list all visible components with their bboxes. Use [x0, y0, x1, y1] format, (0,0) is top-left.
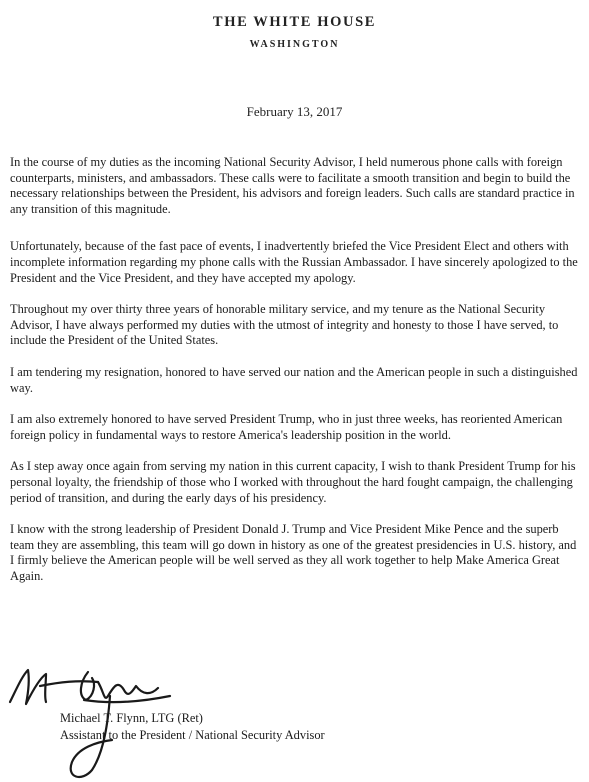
signer-title: Assistant to the President / National Security Advisor — [60, 728, 325, 742]
letterhead-subtitle: WASHINGTON — [249, 39, 340, 50]
paragraph-3: Throughout my over thirty three years of honorable military service, and my tenure as the National Security Advisor, I have always performed my duties with the utmost of integrity and honesty to those I have served, to include the President of the United States. — [10, 302, 559, 348]
paragraph-5: I am also extremely honored to have served President Trump, who in just three weeks, has reoriented American foreign policy in fundamental ways to restore America's leadership position in the world. — [10, 412, 563, 442]
letterhead — [0, 14, 589, 50]
paragraph-6: As I step away once again from serving my nation in this current capacity, I wish to thank President Trump for his personal loyalty, the friendship of those who I worked with throughout the hard fought campaign, the challenging period of transition, and during the early days of his presidency. — [10, 459, 576, 505]
letter-date: February 13, 2017 — [246, 104, 343, 119]
letterhead-title: THE WHITE HOUSE — [212, 14, 377, 30]
letter-body — [10, 155, 582, 600]
paragraph-1: In the course of my duties as the incoming National Security Advisor, I held numerous phone calls with foreign counterparts, ministers, and ambassadors. These calls were to facilitate a smooth transition and begin to build the necessary relationships between the President, his advisors and foreign leaders. Such calls are standard practice in any transition of this magnitude. — [10, 155, 575, 216]
paragraph-2: Unfortunately, because of the fast pace of events, I inadvertently briefed the Vice President Elect and others with incomplete information regarding my phone calls with the Russian Ambassador. I have sincerely apologized to the President and the Vice President, and they have accepted my apology. — [10, 239, 578, 285]
paragraph-4: I am tendering my resignation, honored to have served our nation and the American people in such a distinguished way. — [10, 364, 578, 395]
signer-name: Michael T. Flynn, LTG (Ret) — [60, 711, 203, 725]
paragraph-7: I know with the strong leadership of President Donald J. Trump and Vice President Mike Pence and the superb team they are assembling, this team will go down in history as one of the greatest presidencies in U.S. history, and I firmly believe the American people will be well served as they all work together to help Make America Great Again. — [10, 522, 577, 583]
signature-block — [0, 662, 589, 782]
